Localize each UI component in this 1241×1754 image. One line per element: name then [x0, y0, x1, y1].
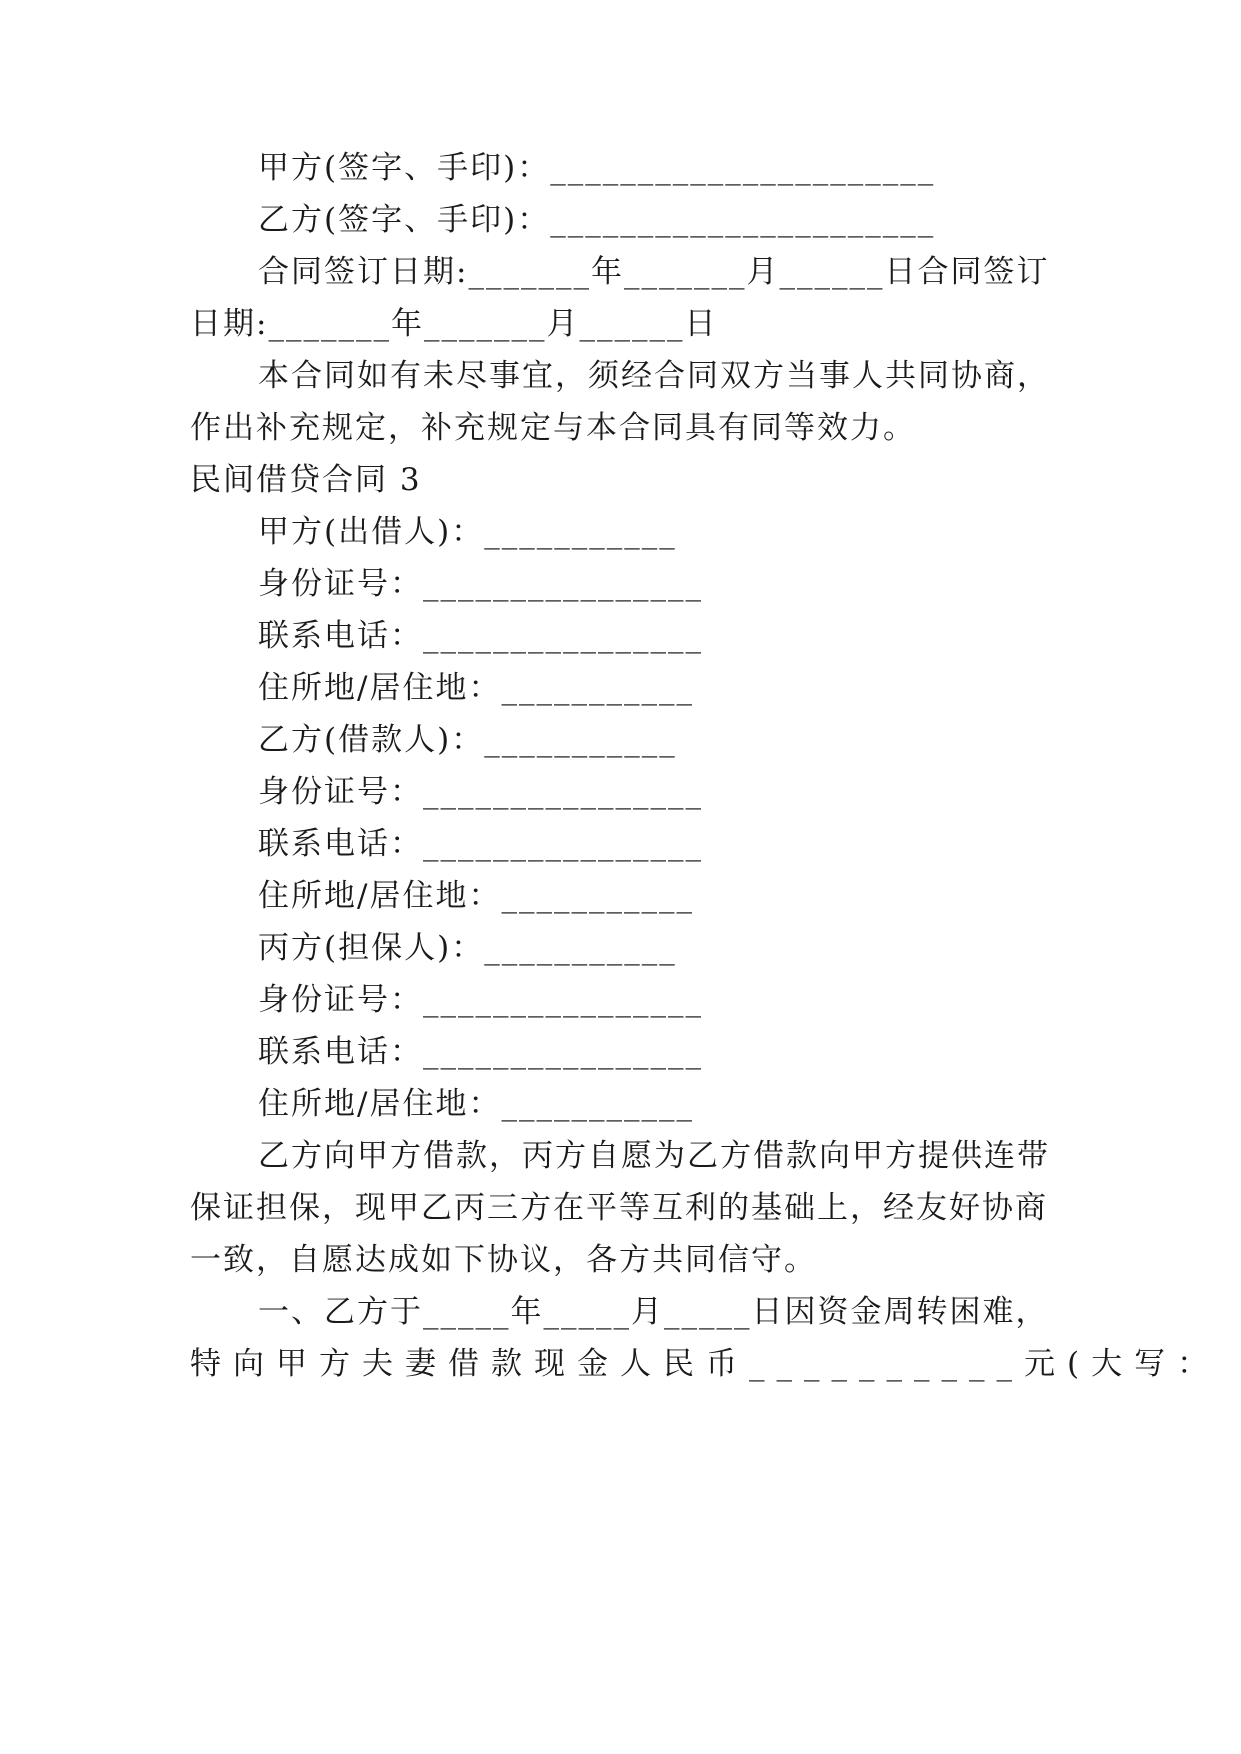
guarantor-address-line: 住所地/居住地：___________: [258, 1086, 694, 1122]
borrower-phone-line: 联系电话：________________: [258, 826, 703, 862]
borrower-address-line: 住所地/居住地：___________: [258, 878, 694, 914]
borrower-id-line: 身份证号：________________: [258, 774, 703, 810]
lender-id-line: 身份证号：________________: [258, 566, 703, 602]
clause-one-continued: 特向甲方夫妻借款现金人民币__________元(大写：: [190, 1346, 1221, 1382]
supplementary-clause: 本合同如有未尽事宜，须经合同双方当事人共同协商，: [258, 358, 1050, 394]
party-a-signature-line: 甲方(签字、手印)：______________________: [258, 150, 936, 186]
guarantor-name-line: 丙方(担保人)：___________: [258, 930, 677, 966]
preamble-paragraph-continued: 保证担保，现甲乙丙三方在平等互利的基础上，经友好协商: [190, 1190, 1048, 1226]
party-b-signature-line: 乙方(签字、手印)：______________________: [258, 202, 936, 238]
guarantor-phone-line: 联系电话：________________: [258, 1034, 703, 1070]
signing-date-line-continued: 日期:_______年_______月______日: [190, 306, 718, 342]
signing-date-line: 合同签订日期:_______年_______月______日合同签订: [258, 254, 1050, 290]
lender-phone-line: 联系电话：________________: [258, 618, 703, 654]
guarantor-id-line: 身份证号：________________: [258, 982, 703, 1018]
lender-address-line: 住所地/居住地：___________: [258, 670, 694, 706]
borrower-name-line: 乙方(借款人)：___________: [258, 722, 677, 758]
lender-name-line: 甲方(出借人)：___________: [258, 514, 677, 550]
preamble-paragraph: 乙方向甲方借款，丙方自愿为乙方借款向甲方提供连带: [258, 1138, 1050, 1174]
preamble-paragraph-end: 一致，自愿达成如下协议，各方共同信守。: [190, 1242, 817, 1278]
clause-one: 一、乙方于_____年_____月_____日因资金周转困难，: [258, 1294, 1049, 1330]
supplementary-clause-continued: 作出补充规定，补充规定与本合同具有同等效力。: [190, 410, 916, 446]
section-title: 民间借贷合同 3: [190, 462, 422, 498]
